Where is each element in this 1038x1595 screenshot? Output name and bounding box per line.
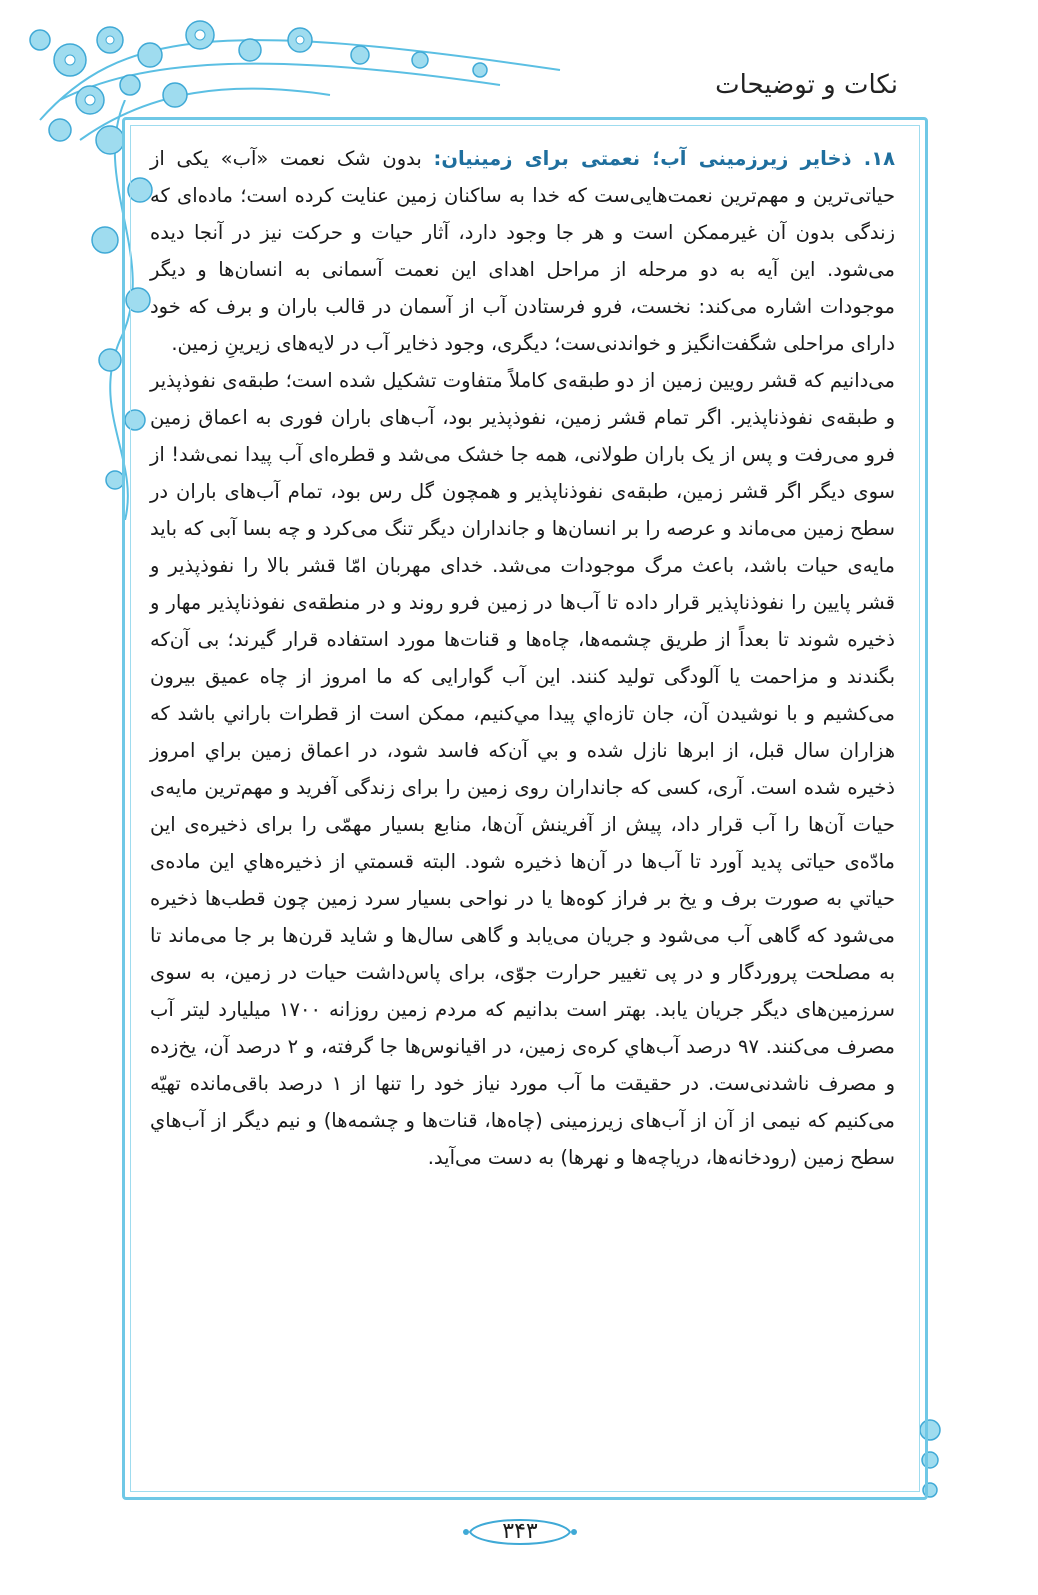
page-content — [150, 140, 895, 1176]
section-paragraph-body: می‌دانیم که قشر رویین زمین از دو طبقه‌ی کاملاً متفاوت تشکیل شده است؛ طبقه‌ی نفوذپذیر و طبقه‌ی نفوذناپذیر. اگر تمام قشر زمین، نفوذپذیر بود، آب‌های باران فوری به اعماق زمین فرو می‌رفت و پس از یک باران طولانی، همه جا خشک می‌شد و قطره‌ای آب پیدا نمی‌شد! از سوی دیگر اگر قشر زمین، طبقه‌ی نفوذناپذیر و همچون گل رس بود، تمام آب‌های باران در سطح زمین می‌ماند و عرصه را بر انسان‌ها و جانداران دیگر تنگ می‌کرد و چه بسا آبی که باید مایه‌ی حیات باشد، باعث مرگ موجودات می‌شد. خدای مهربان امّا قشر بالا را نفوذپذیر و قشر پایین را نفوذناپذیر قرار داده تا آب‌ها در زمین فرو روند و در منطقه‌ی نفوذناپذیر مهار و ذخیره شوند تا بعداً از طریق چشمه‌ها، چاه‌ها و قنات‌ها مورد استفاده قرار گیرند؛ بی آن‌که بگندند و مزاحمت یا آلودگی تولید کنند. این آب گوارایی که ما امروز از چاه عمیق بیرون می‌کشیم و با نوشیدن آن، جان تازه‌اي پیدا مي‌کنیم، ممکن است از قطرات باراني باشد که هزاران سال قبل، از ابرها نازل شده و بي آن‌که فاسد شود، در اعماق زمین براي امروز ذخیره شده است. آری، کسی که جانداران روی زمین را برای زندگی آفرید و مهم‌ترین مایه‌ی حیات آن‌ها را آب قرار داد، پیش از آفرینش آن‌ها، منابع بسیار مهمّی را برای ذخیره‌ی این مادّه‌ی حیاتی پدید آورد تا آب‌ها در آن‌ها ذخیره شود. البته قسمتي از ذخیره‌هاي این ماده‌ی حیاتي به صورت برف و یخ بر فراز کوه‌ها یا در نواحی بسیار سرد زمین چون قطب‌ها ذخیره می‌شود که گاهی آب می‌شود و جریان می‌یابد و گاهی سال‌ها و شاید قرن‌ها بر جا می‌ماند تا به مصلحت پروردگار و در پی تغییر حرارت جوّی، برای پاس‌داشت حیات در زمین، به سوی سرزمین‌های دیگر جریان یابد. بهتر است بدانیم که مردم زمین روزانه ۱۷۰۰ میلیارد لیتر آب مصرف می‌کنند. ۹۷ درصد آب‌هاي کره‌ی زمین، در اقیانوس‌ها جا گرفته، و ۲ درصد آن، یخ‌زده و مصرف ناشدنی‌ست. در حقیقت ما آب مورد نیاز خود را تنها از ۱ درصد باقی‌مانده تهیّه می‌کنیم که نیمی از آن از آب‌های زیرزمینی (چاه‌ها، قنات‌ها و چشمه‌ها) و نیم دیگر از آب‌هاي سطح زمین (رودخانه‌ها، دریاچه‌ها و نهرها) به دست می‌آید. — [150, 369, 895, 1169]
page-number: ۳۴۳ — [502, 1519, 538, 1544]
section-heading: ۱۸. ذخایر زیرزمینی آب؛ نعمتی برای زمینیان: — [433, 147, 896, 170]
section-paragraph-intro — [150, 140, 895, 362]
page-number-badge — [460, 1512, 580, 1552]
section-intro-text: بدون شک نعمت «آب» یکی از حیاتی‌ترین و مهم‌ترین نعمت‌هایی‌ست که خدا به ساکنان زمین عنایت کرده است؛ ماده‌ای که زندگی بدون آن غیرممکن است و هر جا وجود دارد، آثار حیات و حرکت نیز در آنجا دیده می‌شود. این آیه به دو مرحله از مراحل اهدای این نعمت آسمانی به انسان‌ها و دیگر موجودات اشاره می‌کند: نخست، فرو فرستادن آب از آسمان در قالب باران و برف که خود دارای مراحلی شگفت‌انگیز و خواندنی‌ست؛ دیگری، وجود ذخایر آب در لایه‌های زیرینِ زمین. — [150, 147, 895, 355]
page-header-title: نکات و توضیحات — [715, 70, 898, 100]
